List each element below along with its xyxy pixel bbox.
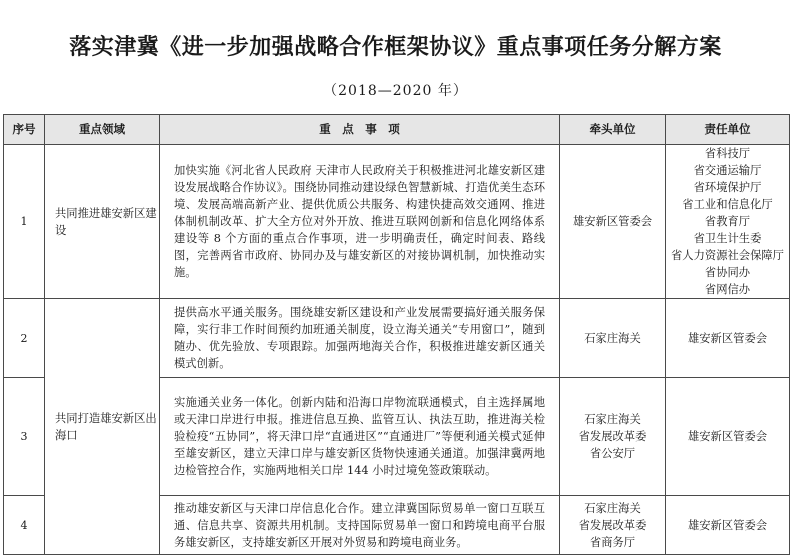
row-task: 加快实施《河北省人民政府 天津市人民政府关于积极推进河北雄安新区建设发展战略合作协议》。围绕协同推动建设绿色智慧新城、打造优美生态环境、发展高端高新产业、提供优质公共服务、构建快捷高效交通网、推进体制机制改革、扩大全方位对外开放、推进互联网创新和信息化网络体系建设等 8 个方面的重点合作事项，进一步明确责任，确定时间表、路线图，完善两省市政府、协同办及与雄安新区的对接协调机制，加快推动实施。	[160, 145, 560, 299]
responsible-unit: 省教育厅	[704, 215, 751, 228]
header-index: 序号	[4, 115, 45, 145]
responsible-unit: 省网信办	[704, 283, 751, 296]
header-responsible-unit: 责任单位	[666, 115, 790, 145]
responsible-unit: 省交通运输厅	[693, 164, 762, 177]
lead-unit: 省发展改革委	[578, 518, 647, 532]
row-index: 2	[4, 299, 45, 378]
row-task: 推动雄安新区与天津口岸信息化合作。建立津冀国际贸易单一窗口互联互通、信息共享、资源共用机制。支持国际贸易单一窗口和跨境电商平台服务雄安新区，支持雄安新区开展对外贸易和跨境电商业务。	[160, 496, 560, 555]
responsible-unit: 省协同办	[704, 266, 751, 279]
row-area: 共同推进雄安新区建设	[45, 145, 160, 299]
responsible-unit: 雄安新区管委会	[687, 518, 768, 532]
row-index: 1	[4, 145, 45, 299]
row-lead-unit: 雄安新区管委会	[560, 145, 666, 299]
table-header-row	[4, 115, 790, 145]
responsible-unit: 雄安新区管委会	[687, 331, 768, 345]
task-table	[3, 114, 790, 555]
row-responsible-units	[666, 299, 790, 378]
lead-unit: 省商务厅	[589, 535, 636, 549]
row-index: 4	[4, 496, 45, 555]
row-task: 提供高水平通关服务。围绕雄安新区建设和产业发展需要搞好通关服务保障，实行非工作时间预约加班通关制度，设立海关通关“专用窗口”，随到随办、优先验放、专项跟踪。加强两地海关合作，积极推进雄安新区通关模式创新。	[160, 299, 560, 378]
lead-unit: 石家庄海关	[584, 501, 641, 515]
responsible-unit: 省人力资源社会保障厅	[671, 249, 784, 262]
responsible-unit: 雄安新区管委会	[687, 430, 768, 443]
row-task: 实施通关业务一体化。创新内陆和沿海口岸物流联通模式，自主选择属地或天津口岸进行申报。推进信息互换、监管互认、执法互助，推进海关检验检疫“五协同”，将天津口岸“直通进区”“直通进厂”等便利通关模式延伸至雄安新区，建立天津口岸与雄安新区货物快速通关通道。加强津冀两地边检管控合作，实施两地相关口岸 144 小时过境免签政策联动。	[160, 378, 560, 496]
table-row	[4, 145, 790, 299]
lead-unit: 石家庄海关	[584, 413, 641, 426]
responsible-unit: 省卫生计生委	[693, 232, 762, 245]
header-area: 重点领域	[45, 115, 160, 145]
row-responsible-units	[666, 496, 790, 555]
lead-unit: 省公安厅	[589, 447, 636, 460]
lead-unit: 石家庄海关	[584, 331, 641, 345]
row-responsible-units	[666, 378, 790, 496]
table-row	[4, 299, 790, 378]
header-lead-unit: 牵头单位	[560, 115, 666, 145]
row-lead-unit	[560, 496, 666, 555]
row-lead-unit	[560, 378, 666, 496]
row-lead-unit	[560, 299, 666, 378]
row-area: 共同打造雄安新区出海口	[45, 299, 160, 555]
responsible-unit: 省环境保护厅	[693, 181, 762, 194]
row-index: 3	[4, 378, 45, 496]
row-responsible-units	[666, 145, 790, 299]
responsible-unit: 省工业和信息化厅	[682, 198, 773, 211]
document-subtitle: （2018—2020 年）	[323, 83, 468, 99]
document-title: 落实津冀《进一步加强战略合作框架协议》重点事项任务分解方案	[69, 35, 722, 60]
header-task: 重 点 事 项	[160, 115, 560, 145]
lead-unit: 省发展改革委	[578, 430, 647, 443]
responsible-unit: 省科技厅	[704, 147, 751, 160]
